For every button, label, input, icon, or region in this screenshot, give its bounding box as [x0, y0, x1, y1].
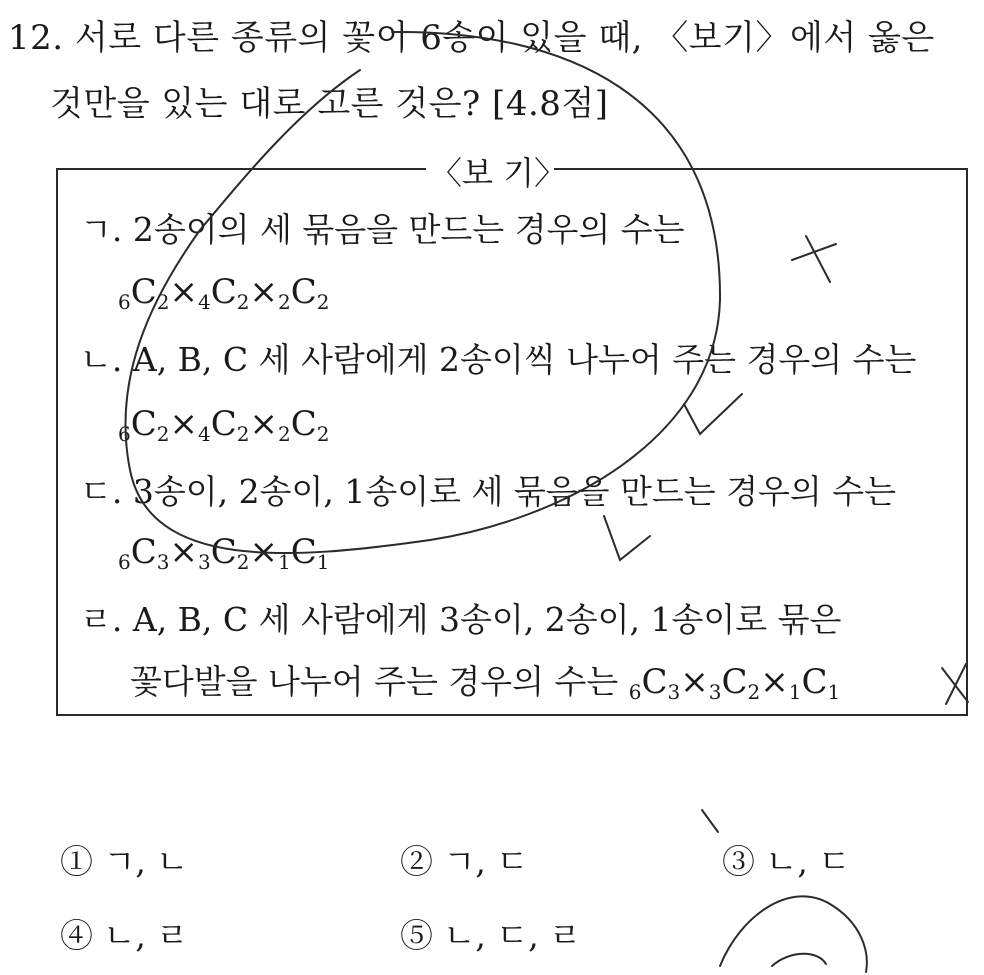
item-text: 꽃다발을 나누어 주는 경우의 수는 — [130, 662, 619, 701]
item-text: A, B, C 세 사람에게 3송이, 2송이, 1송이로 묶은 — [132, 600, 842, 639]
choice-text: ㄱ, ㄴ — [103, 842, 189, 881]
bogi-item-c — [80, 466, 896, 513]
choice-3[interactable] — [722, 836, 850, 883]
bogi-item-d — [80, 594, 841, 641]
choice-text: ㄴ, ㄹ — [103, 916, 189, 955]
item-marker: ㄱ. — [80, 210, 123, 249]
choice-number: ① — [60, 842, 93, 881]
bogi-item-b — [80, 334, 916, 381]
circle-mark-bottom — [720, 896, 867, 972]
formula-d: $6C_3\times 3C_2\times 1C_1$ — [628, 662, 841, 704]
formula-b: $6C_2\times 4C_2\times 2C_2$ — [118, 404, 330, 446]
bogi-item-d-line2 — [130, 656, 840, 704]
item-text: 3송이, 2송이, 1송이로 세 묶음을 만드는 경우의 수는 — [132, 472, 896, 511]
question-line-1: 12. 서로 다른 종류의 꽃이 6송이 있을 때, 〈보기〉에서 옳은 — [8, 18, 935, 58]
bogi-item-a — [80, 204, 685, 251]
choice-text: ㄱ, ㄷ — [443, 842, 529, 881]
formula-a: $6C_2\times 4C_2\times 2C_2$ — [118, 272, 330, 314]
item-text: A, B, C 세 사람에게 2송이씩 나누어 주는 경우의 수는 — [132, 340, 917, 379]
choice-2[interactable] — [400, 836, 528, 883]
question-line-2: 것만을 있는 대로 고른 것은? [4.8점] — [50, 84, 609, 124]
item-marker: ㄷ. — [80, 472, 123, 511]
item-marker: ㄹ. — [80, 600, 123, 639]
choice-number: ④ — [60, 916, 93, 955]
formula-c: $6C_3\times 3C_2\times 1C_1$ — [118, 532, 330, 574]
scribble-bottom — [772, 954, 826, 966]
item-marker: ㄴ. — [80, 340, 123, 379]
choice-number: ⑤ — [400, 916, 433, 955]
choice-4[interactable] — [60, 910, 188, 957]
choice-number: ③ — [722, 842, 755, 881]
choice-text: ㄴ, ㄷ, ㄹ — [443, 916, 582, 955]
choice-1[interactable] — [60, 836, 188, 883]
slash-mark-choice-3 — [702, 810, 718, 832]
choice-number: ② — [400, 842, 433, 881]
choice-text: ㄴ, ㄷ — [765, 842, 851, 881]
item-text: 2송이의 세 묶음을 만드는 경우의 수는 — [132, 210, 685, 249]
choice-5[interactable] — [400, 910, 581, 957]
bogi-title: 〈보 기〉 — [426, 148, 554, 194]
